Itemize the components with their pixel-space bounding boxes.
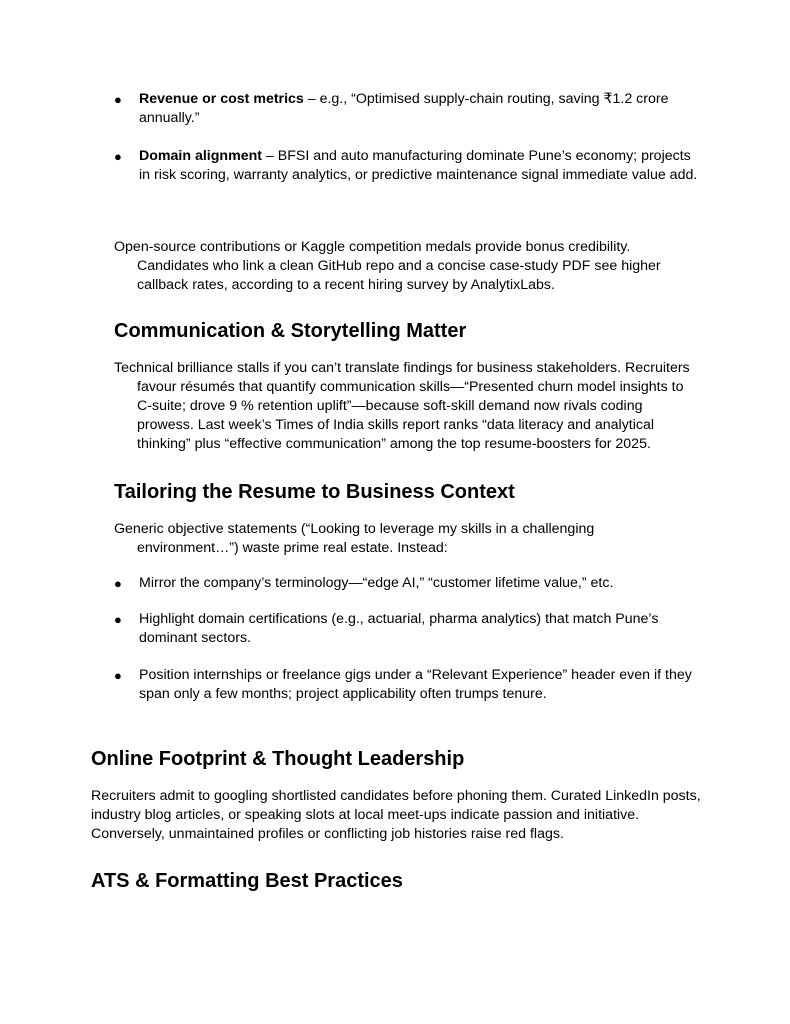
paragraph-online-footprint (91, 787, 701, 844)
heading-communication: Communication & Storytelling Matter (114, 320, 467, 342)
paragraph-text: Technical brilliance stalls if you can’t translate findings for business stakeholders. Recruiters favour résumés that quantify communication skills—“Presented churn model insights to C-suite; drove 9 % retention uplift”—because soft-skill demand now rivals coding prowess. Last week’s Times of India skills report ranks “data literacy and analytical thinking” plus “effective communication” among the top resume-boosters for 2025. (114, 360, 690, 452)
bullet-text (139, 90, 699, 128)
bullet-text (139, 147, 699, 185)
bullet-dot: ● (114, 612, 122, 627)
heading-tailoring: Tailoring the Resume to Business Context (114, 481, 515, 503)
bullet-term: Revenue or cost metrics (139, 91, 304, 107)
bullet-dot: ● (114, 149, 122, 164)
bullet-text: Position internships or freelance gigs under a “Relevant Experience” header even if they span only a few months; project applicability often trumps tenure. (139, 667, 692, 702)
bullet-body: – BFSI and auto manufacturing dominate Pune’s economy; projects in risk scoring, warranty analytics, or predictive maintenance signal immediate value add. (139, 148, 698, 183)
heading-online-footprint: Online Footprint & Thought Leadership (91, 748, 465, 770)
bullet-body: – e.g., “Optimised supply-chain routing, saving ₹1.2 crore annually.” (139, 91, 669, 126)
paragraph-text: Generic objective statements (“Looking to leverage my skills in a challenging environment…”) waste prime real estate. Instead: (114, 521, 595, 556)
bullet-dot: ● (114, 668, 122, 683)
paragraph-text: Open-source contributions or Kaggle competition medals provide bonus credibility. Candidates who link a clean GitHub repo and a concise case-study PDF see higher callback rates, according to a recent hiring survey by AnalytixLabs. (114, 239, 661, 293)
bullet-dot: ● (114, 576, 122, 591)
paragraph-communication (114, 359, 699, 454)
bullet-text: Highlight domain certifications (e.g., actuarial, pharma analytics) that match Pune’s dominant sectors. (139, 611, 659, 646)
heading-ats-formatting: ATS & Formatting Best Practices (91, 870, 403, 892)
paragraph-text: Recruiters admit to googling shortlisted candidates before phoning them. Curated LinkedIn posts, industry blog articles, or speaking slots at local meet-ups indicate passion and initiative. Conversely, unmaintained profiles or conflicting job histories raise red flags. (91, 788, 701, 842)
bullet-dot: ● (114, 92, 122, 107)
bullet-term: Domain alignment (139, 148, 262, 164)
paragraph-tailoring (114, 520, 614, 558)
bullet-text: Mirror the company’s terminology—“edge AI,” “customer lifetime value,” etc. (139, 575, 614, 591)
paragraph-open-source (114, 238, 674, 295)
